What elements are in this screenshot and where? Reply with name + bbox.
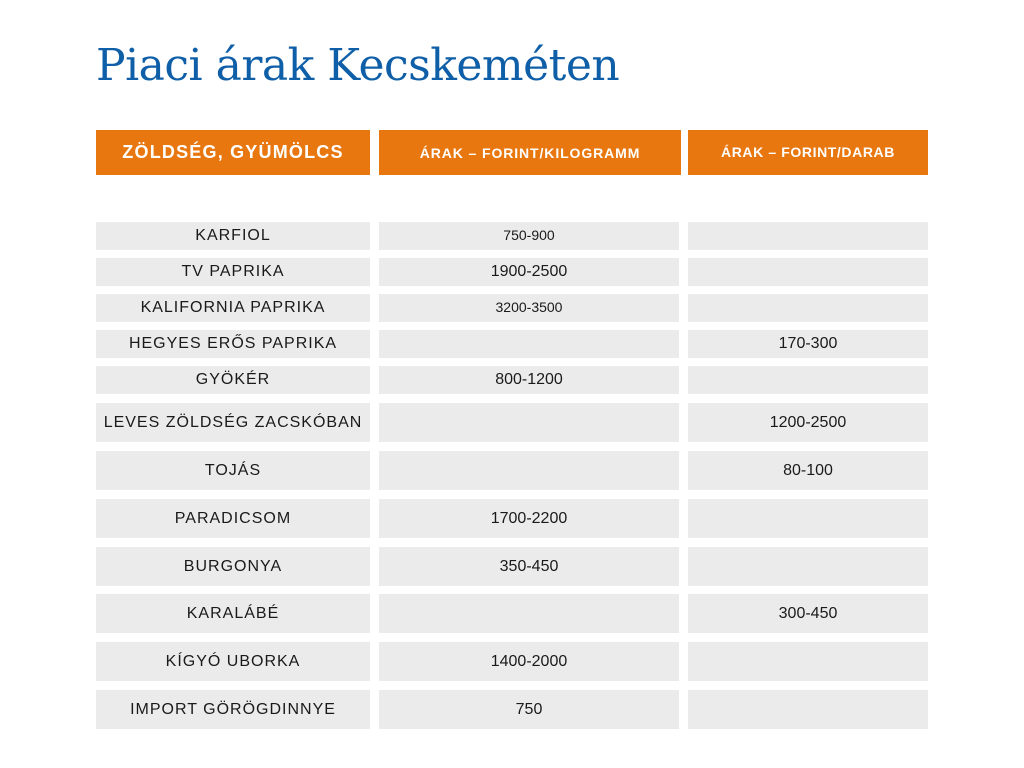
price-kg-cell (379, 451, 679, 490)
price-piece-cell (688, 222, 928, 250)
price-kg-cell: 750 (379, 690, 679, 729)
product-cell: KARALÁBÉ (96, 594, 370, 633)
product-cell: IMPORT GÖRÖGDINNYE (96, 690, 370, 729)
price-kg-cell (379, 594, 679, 633)
product-cell: LEVES ZÖLDSÉG ZACSKÓBAN (96, 403, 370, 442)
price-piece-cell: 80-100 (688, 451, 928, 490)
price-kg-cell: 1900-2500 (379, 258, 679, 286)
product-cell: KALIFORNIA PAPRIKA (96, 294, 370, 322)
column-header-price-piece: ÁRAK – FORINT/DARAB (688, 130, 928, 175)
price-piece-cell (688, 690, 928, 729)
column-header-price-kg: ÁRAK – FORINT/KILOGRAMM (379, 130, 681, 175)
price-kg-cell: 1400-2000 (379, 642, 679, 681)
price-piece-cell (688, 258, 928, 286)
price-kg-cell: 1700-2200 (379, 499, 679, 538)
price-piece-cell: 1200-2500 (688, 403, 928, 442)
price-kg-cell (379, 403, 679, 442)
price-piece-cell (688, 294, 928, 322)
price-piece-cell: 300-450 (688, 594, 928, 633)
price-piece-cell (688, 366, 928, 394)
page-title: Piaci árak Kecskeméten (96, 40, 620, 91)
price-kg-cell: 3200-3500 (379, 294, 679, 322)
price-piece-cell (688, 547, 928, 586)
price-kg-cell: 350-450 (379, 547, 679, 586)
price-piece-cell (688, 642, 928, 681)
price-piece-cell (688, 499, 928, 538)
product-cell: GYÖKÉR (96, 366, 370, 394)
product-cell: TV PAPRIKA (96, 258, 370, 286)
price-kg-cell: 800-1200 (379, 366, 679, 394)
product-cell: HEGYES ERŐS PAPRIKA (96, 330, 370, 358)
product-cell: BURGONYA (96, 547, 370, 586)
product-cell: TOJÁS (96, 451, 370, 490)
price-kg-cell: 750-900 (379, 222, 679, 250)
price-piece-cell: 170-300 (688, 330, 928, 358)
product-cell: PARADICSOM (96, 499, 370, 538)
product-cell: KÍGYÓ UBORKA (96, 642, 370, 681)
product-cell: KARFIOL (96, 222, 370, 250)
price-kg-cell (379, 330, 679, 358)
column-header-product: ZÖLDSÉG, GYÜMÖLCS (96, 130, 370, 175)
